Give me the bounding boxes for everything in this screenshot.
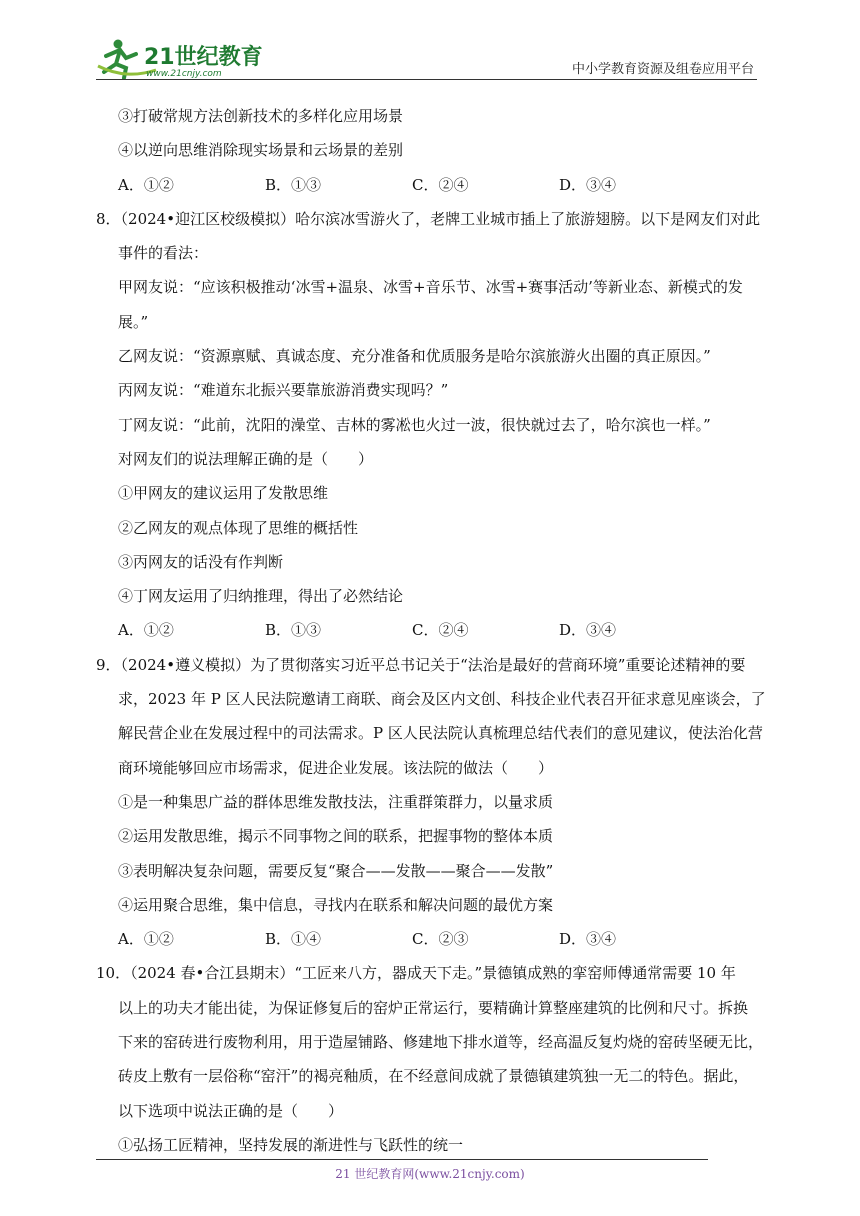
choice-statement: ④运用聚合思维，集中信息，寻找内在联系和解决问题的最优方案 (118, 895, 554, 914)
option-d: D．③④ (559, 930, 617, 949)
question-9-stem: 求，2023 年 P 区人民法院邀请工商联、商会及区内文创、科技企业代表召开征求意见座谈会，了 (118, 690, 766, 709)
header-divider (96, 79, 757, 80)
choice-statement: ①是一种集思广益的群体思维发散技法，注重群策群力，以量求质 (118, 792, 554, 811)
option-b: B．①④ (265, 930, 322, 949)
question-9-stem: 商环境能够回应市场需求，促进企业发展。该法院的做法（ ） (118, 758, 554, 777)
choice-statement: ②乙网友的观点体现了思维的概括性 (118, 518, 359, 537)
footer-divider (96, 1159, 708, 1160)
option-c: C．②④ (412, 621, 469, 640)
choice-statement: ④丁网友运用了归纳推理，得出了必然结论 (118, 587, 404, 606)
logo-title: 21世纪教育 (144, 45, 263, 70)
question-10-prompt: 以下选项中说法正确的是（ ） (118, 1101, 344, 1120)
option-b: B．①③ (265, 621, 322, 640)
option-d: D．③④ (559, 175, 617, 194)
option-d: D．③④ (559, 621, 617, 640)
option-a: A．①② (118, 930, 174, 949)
choice-statement: ③打破常规方法创新技术的多样化应用场景 (118, 107, 404, 125)
answer-options (96, 613, 768, 647)
option-a: A．①② (118, 175, 174, 194)
question-10-stem: 10．（2024 春•合江县期末）“工匠来八方，器成天下走。”景德镇成熟的挛窑师傅通常需要 10 年 (96, 964, 736, 983)
question-8-stem: 展。” (118, 312, 149, 331)
question-8-stem: 丙网友说：“难道东北振兴要靠旅游消费实现吗？” (118, 381, 449, 400)
question-9-stem: 解民营企业在发展过程中的司法需求。P 区人民法院认真梳理总结代表们的意见建议，使法治化营 (118, 724, 763, 743)
option-c: C．②③ (412, 930, 469, 949)
answer-options (96, 168, 768, 202)
platform-name: 中小学教育资源及组卷应用平台 (571, 62, 754, 77)
question-9-stem: 9．（2024•遵义模拟）为了贯彻落实习近平总书记关于“法治是最好的营商环境”重要论述精神的要 (96, 655, 746, 674)
question-8-stem: 乙网友说：“资源禀赋、真诚态度、充分准备和优质服务是哈尔滨旅游火出圈的真正原因。” (118, 347, 711, 366)
question-8-stem: 事件的看法： (118, 244, 209, 263)
option-a: A．①② (118, 621, 174, 640)
choice-statement: ③表明解决复杂问题，需要反复“聚合——发散——聚合——发散” (118, 861, 554, 880)
choice-statement: ①甲网友的建议运用了发散思维 (118, 484, 329, 503)
option-c: C．②④ (412, 175, 469, 194)
site-logo (96, 36, 266, 80)
option-b: B．①③ (265, 175, 322, 194)
choice-statement: ④以逆向思维消除现实场景和云场景的差别 (118, 141, 404, 160)
logo-url: www.21cnjy.com (146, 69, 222, 79)
question-10-stem: 以上的功夫才能出徒，为保证修复后的窑炉正常运行，要精确计算整座建筑的比例和尺寸。拆换 (118, 998, 749, 1017)
question-8-prompt: 对网友们的说法理解正确的是（ ） (118, 449, 374, 468)
question-10-stem: 砖皮上敷有一层俗称“窑汗”的褐亮釉质，在不经意间成就了景德镇建筑独一无二的特色。据此， (118, 1067, 749, 1086)
choice-statement: ③丙网友的话没有作判断 (118, 552, 284, 571)
question-8-stem: 8．（2024•迎江区校级模拟）哈尔滨冰雪游火了，老牌工业城市插上了旅游翅膀。以下是网友们对此 (96, 209, 761, 228)
question-8-stem: 甲网友说：“应该积极推动‘冰雪+温泉、冰雪+音乐节、冰雪+赛事活动’等新业态、新模式的发 (118, 278, 743, 297)
answer-options (96, 922, 768, 956)
choice-statement: ①弘扬工匠精神，坚持发展的渐进性与飞跃性的统一 (118, 1135, 464, 1154)
footer-link[interactable]: 21 世纪教育网(www.21cnjy.com) (335, 1167, 525, 1181)
question-8-stem: 丁网友说：“此前，沈阳的澡堂、吉林的雾凇也火过一波，很快就过去了，哈尔滨也一样。” (118, 415, 711, 434)
question-10-stem: 下来的窑砖进行废物利用，用于造屋铺路、修建地下排水道等，经高温反复灼烧的窑砖坚硬无比， (118, 1033, 764, 1052)
choice-statement: ②运用发散思维，揭示不同事物之间的联系，把握事物的整体本质 (118, 827, 554, 846)
question-content (96, 99, 768, 1162)
page-header (96, 36, 756, 80)
